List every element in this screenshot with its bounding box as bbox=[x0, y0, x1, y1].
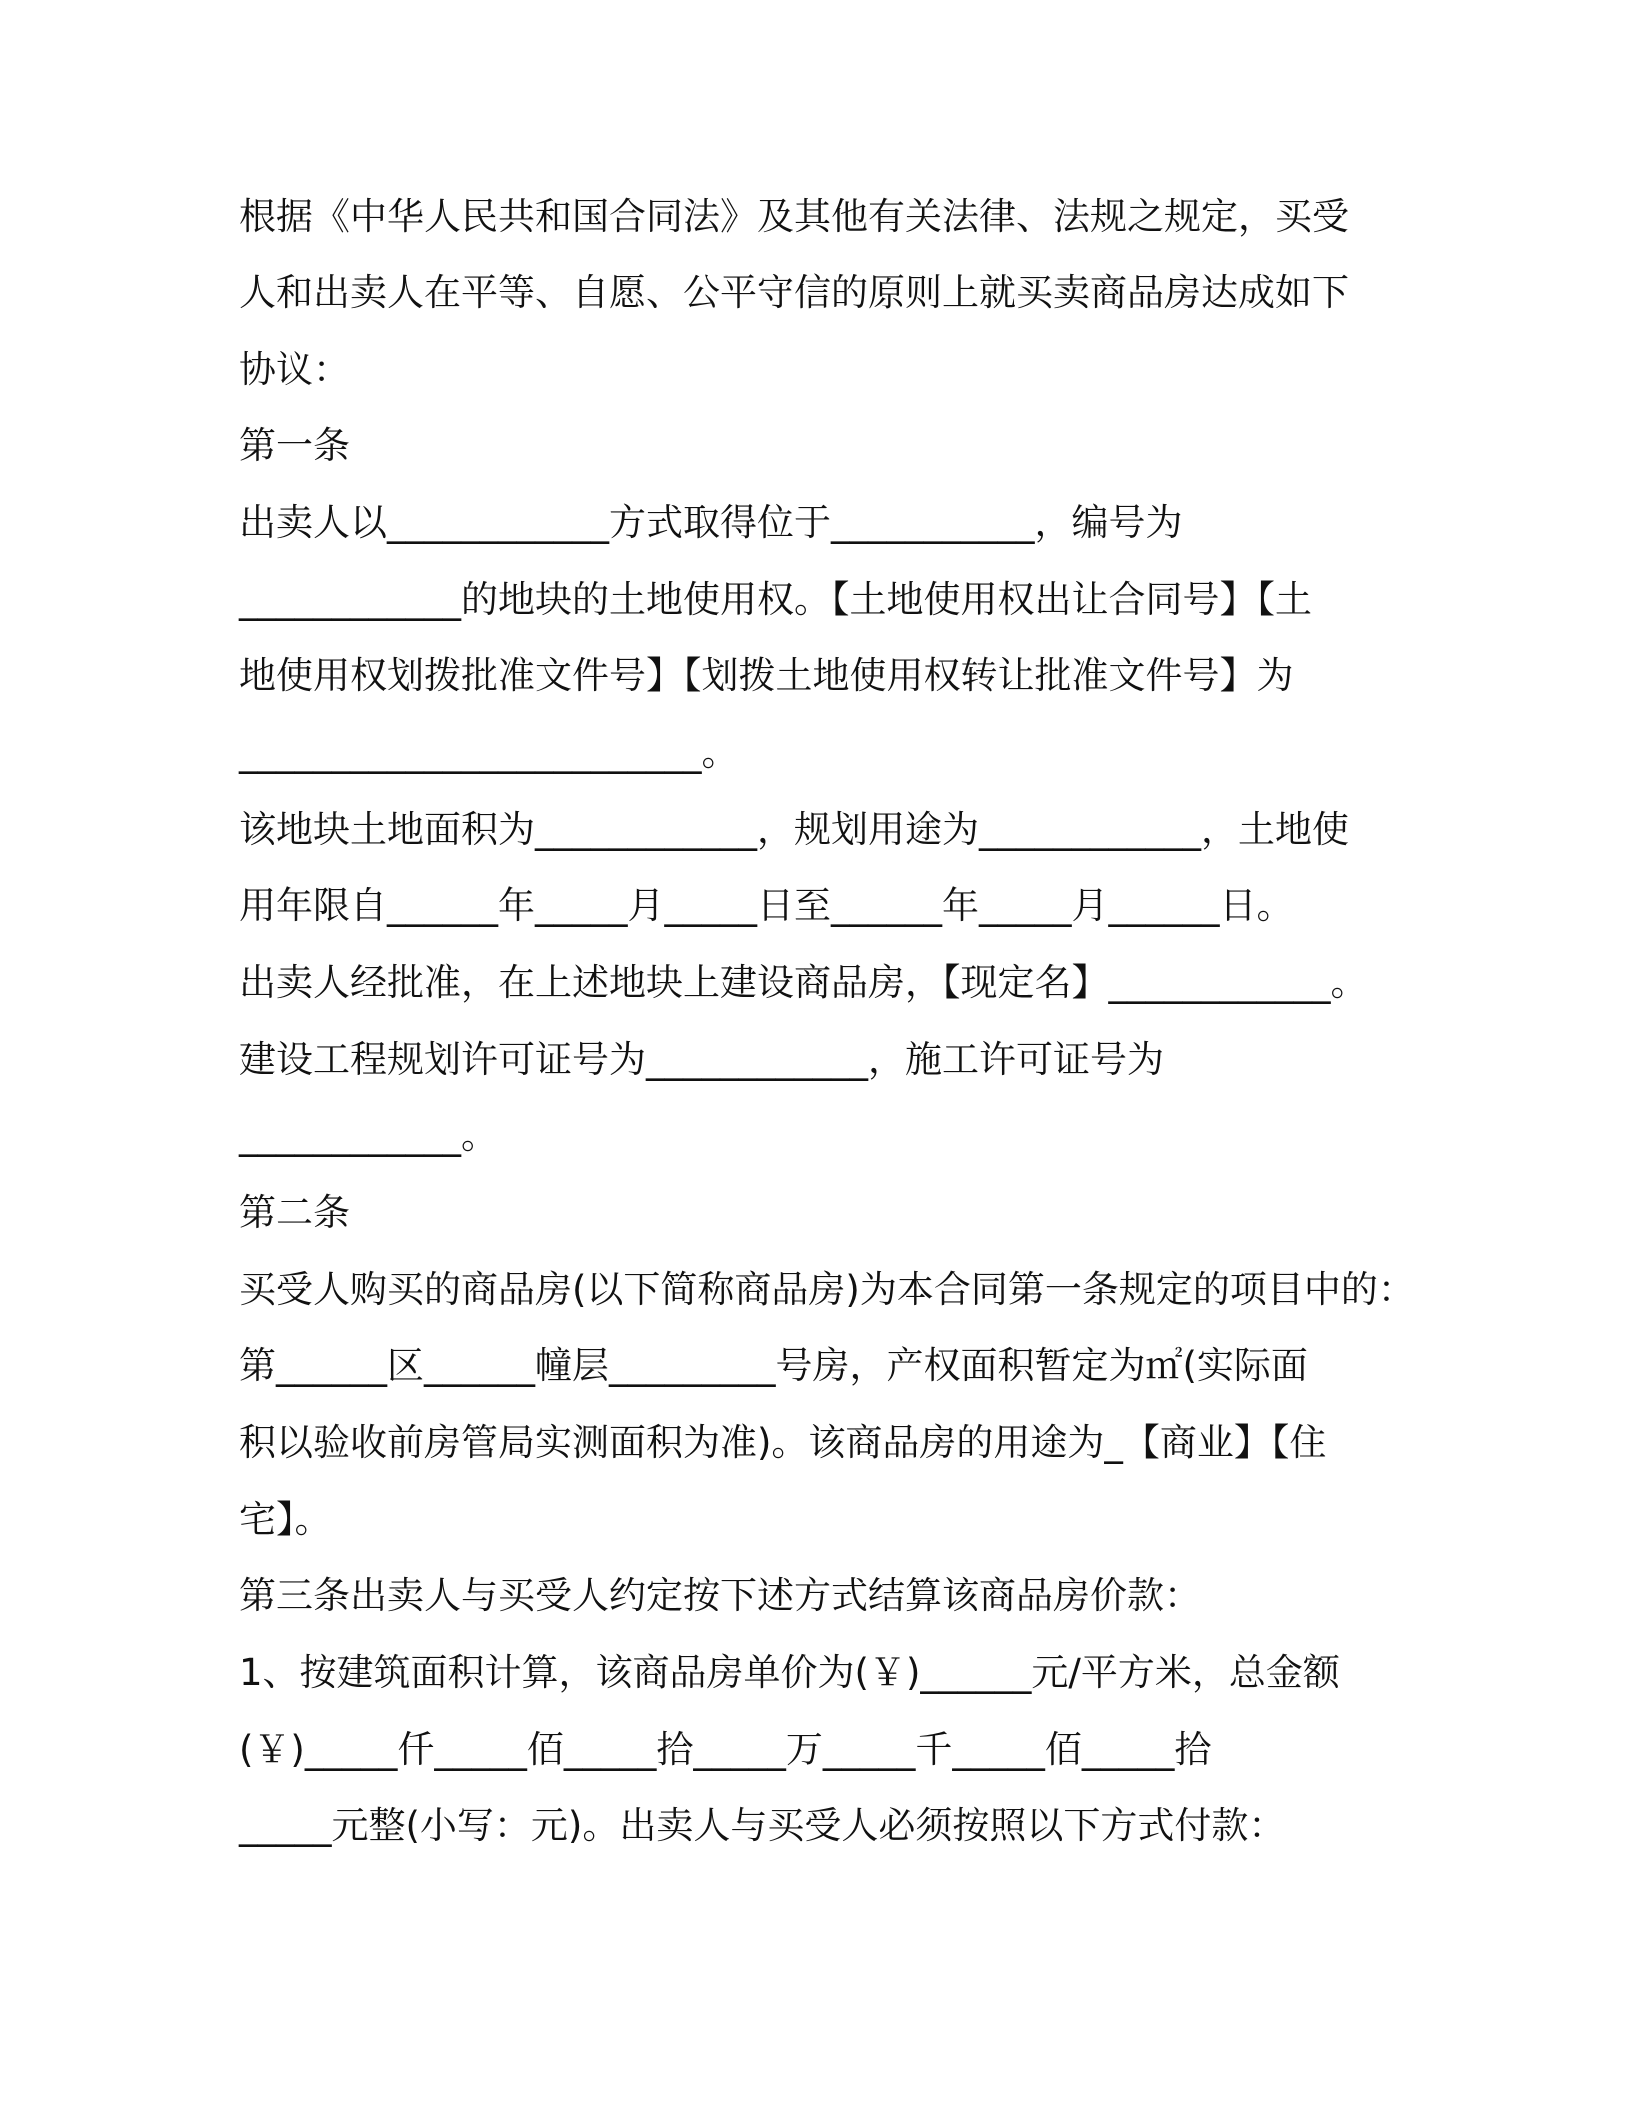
text-line: 宅】。 bbox=[239, 1498, 332, 1541]
text-line: 协议： bbox=[239, 348, 350, 391]
article-heading: 第一条 bbox=[239, 424, 350, 467]
text-line: 第______区______幢层_________号房，产权面积暂定为㎡(实际面 bbox=[239, 1344, 1308, 1387]
text-line: _____元整(小写：元)。出卖人与买受人必须按照以下方式付款： bbox=[239, 1804, 1286, 1847]
text-line: 买受人购买的商品房(以下简称商品房)为本合同第一条规定的项目中的： bbox=[239, 1268, 1415, 1311]
text-line: ____________。 bbox=[239, 1114, 498, 1157]
text-line: _________________________。 bbox=[239, 731, 739, 774]
text-line: 1、按建筑面积计算，该商品房单价为(￥)______元/平方米，总金额 bbox=[239, 1651, 1340, 1694]
article-heading: 第三条出卖人与买受人约定按下述方式结算该商品房价款： bbox=[239, 1574, 1201, 1617]
text-line: 该地块土地面积为____________，规划用途为____________，土地使 bbox=[239, 808, 1349, 851]
text-line: 根据《中华人民共和国合同法》及其他有关法律、法规之规定，买受 bbox=[239, 195, 1349, 238]
text-line: 人和出卖人在平等、自愿、公平守信的原则上就买卖商品房达成如下 bbox=[239, 271, 1349, 314]
text-line: (￥)_____仟_____佰_____拾_____万_____千_____佰_____拾 bbox=[239, 1728, 1212, 1771]
text-line: 地使用权划拨批准文件号】【划拨土地使用权转让批准文件号】为 bbox=[239, 654, 1294, 697]
text-line: 出卖人经批准，在上述地块上建设商品房，【现定名】____________。 bbox=[239, 961, 1368, 1004]
text-line: 建设工程规划许可证号为____________，施工许可证号为 bbox=[239, 1038, 1164, 1081]
text-line: 出卖人以____________方式取得位于___________，编号为 bbox=[239, 501, 1183, 544]
text-line: ____________的地块的土地使用权。【土地使用权出让合同号】【土 bbox=[239, 578, 1312, 621]
article-heading: 第二条 bbox=[239, 1191, 350, 1234]
text-line: 积以验收前房管局实测面积为准)。该商品房的用途为_【商业】【住 bbox=[239, 1421, 1327, 1464]
text-line: 用年限自______年_____月_____日至______年_____月______日。 bbox=[239, 884, 1294, 927]
